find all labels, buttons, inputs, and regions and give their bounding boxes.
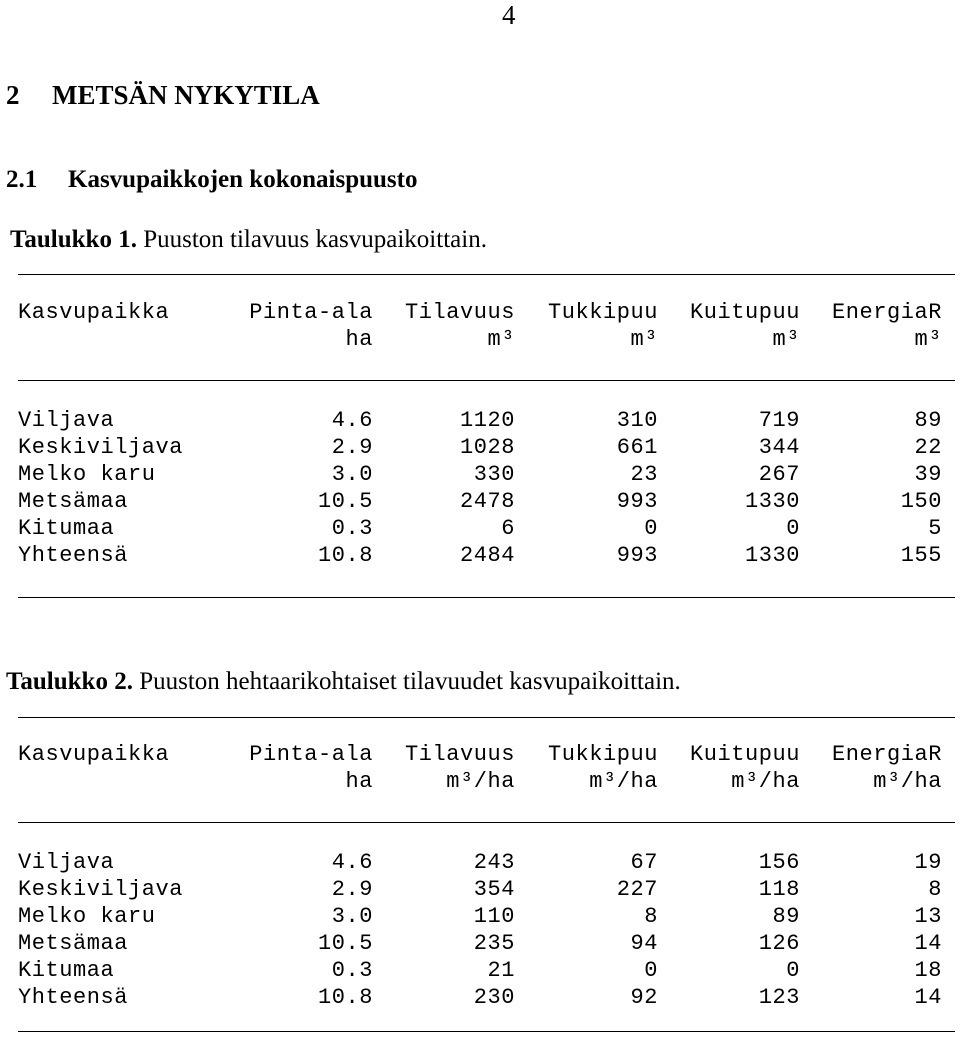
table2-caption-label: Taulukko 2. — [6, 668, 133, 695]
table-cell: 19 — [914, 850, 942, 875]
table-cell: 18 — [914, 958, 942, 983]
subsection-title: Kasvupaikkojen kokonaispuusto — [68, 166, 418, 193]
table-cell: EnergiaR — [831, 742, 942, 767]
table-cell: 10.8 — [317, 985, 373, 1010]
table-cell: 243 — [473, 850, 515, 875]
table-cell: 92 — [630, 985, 658, 1010]
table-cell: 3.0 — [331, 904, 373, 929]
table-cell: Tukkipuu — [547, 300, 658, 325]
table-cell: Tilavuus — [404, 300, 515, 325]
table-cell: 4.6 — [331, 408, 373, 433]
table-row — [18, 408, 958, 435]
table-cell: Kasvupaikka — [18, 300, 170, 325]
table-cell: 150 — [900, 489, 942, 514]
table-cell: Tilavuus — [404, 742, 515, 767]
table1-bottom-rule — [18, 597, 955, 598]
table-cell: Melko karu — [18, 462, 156, 487]
table-cell: Pinta-ala — [249, 300, 373, 325]
table-cell: 354 — [473, 877, 515, 902]
table1-header — [18, 300, 958, 354]
table-cell: 3.0 — [331, 462, 373, 487]
table-cell: 89 — [914, 408, 942, 433]
units-row — [18, 769, 958, 796]
table-cell: 67 — [630, 850, 658, 875]
table1-caption — [10, 226, 487, 254]
table-cell: 230 — [473, 985, 515, 1010]
table-row — [18, 543, 958, 570]
header-row — [18, 742, 958, 769]
table-cell: Yhteensä — [18, 985, 129, 1010]
table2-header-rule — [18, 822, 955, 823]
table-row — [18, 462, 958, 489]
table-cell: 10.8 — [317, 543, 373, 568]
page-number: 4 — [502, 0, 516, 30]
table-cell: 118 — [758, 877, 800, 902]
table-cell: Kasvupaikka — [18, 742, 170, 767]
table-cell: 661 — [616, 435, 658, 460]
table-cell: m³/ha — [589, 769, 658, 794]
table-row — [18, 985, 958, 1012]
table-cell: Pinta-ala — [249, 742, 373, 767]
header-row — [18, 300, 958, 327]
table-cell: 0 — [644, 958, 658, 983]
table-cell: 1120 — [459, 408, 515, 433]
table1-top-rule — [18, 274, 955, 275]
table2-header — [18, 742, 958, 796]
section-title: METSÄN NYKYTILA — [52, 80, 320, 110]
table-cell: 2484 — [459, 543, 515, 568]
subsection-number: 2.1 — [6, 166, 38, 193]
table-cell: 235 — [473, 931, 515, 956]
table2-bottom-rule — [18, 1031, 955, 1032]
table-cell: 21 — [487, 958, 515, 983]
table-cell: 155 — [900, 543, 942, 568]
table-cell: 10.5 — [317, 931, 373, 956]
section-number: 2 — [6, 80, 20, 110]
subsection-heading — [6, 166, 417, 194]
table-cell: 330 — [473, 462, 515, 487]
table-cell: EnergiaR — [831, 300, 942, 325]
table-cell: Kuitupuu — [689, 742, 800, 767]
table-row — [18, 958, 958, 985]
table-row — [18, 850, 958, 877]
table-cell: 110 — [473, 904, 515, 929]
table-cell: 993 — [616, 489, 658, 514]
table-row — [18, 931, 958, 958]
table1-caption-label: Taulukko 1. — [10, 226, 137, 253]
table-cell: 23 — [630, 462, 658, 487]
table2-body — [18, 850, 958, 1012]
table-cell: Kuitupuu — [689, 300, 800, 325]
table-cell: Metsämaa — [18, 489, 129, 514]
units-row — [18, 327, 958, 354]
table-row — [18, 904, 958, 931]
table-cell: m³/ha — [446, 769, 515, 794]
table-cell: 0.3 — [331, 516, 373, 541]
table-cell: 1330 — [744, 489, 800, 514]
table-cell: Kitumaa — [18, 958, 115, 983]
table-cell: ha — [345, 327, 373, 352]
table-cell: 1028 — [459, 435, 515, 460]
table1-body — [18, 408, 958, 570]
table-cell: 227 — [616, 877, 658, 902]
table-cell: Keskiviljava — [18, 435, 184, 460]
table-cell: 4.6 — [331, 850, 373, 875]
table-cell: 126 — [758, 931, 800, 956]
table-cell: 0 — [644, 516, 658, 541]
table2-caption — [6, 668, 681, 696]
table-cell: 13 — [914, 904, 942, 929]
table-row — [18, 489, 958, 516]
table-cell: 2.9 — [331, 877, 373, 902]
table-cell: m³/ha — [731, 769, 800, 794]
table-cell: 267 — [758, 462, 800, 487]
table-cell: 2.9 — [331, 435, 373, 460]
table-cell: 1330 — [744, 543, 800, 568]
table-cell: m³/ha — [873, 769, 942, 794]
table-row — [18, 516, 958, 543]
table-cell: 0 — [786, 958, 800, 983]
table-cell: Metsämaa — [18, 931, 129, 956]
table-cell: m³ — [772, 327, 800, 352]
table-row — [18, 435, 958, 462]
table-cell: 14 — [914, 931, 942, 956]
table-cell: 156 — [758, 850, 800, 875]
table-cell: 0 — [786, 516, 800, 541]
table-cell: 94 — [630, 931, 658, 956]
table-cell: m³ — [487, 327, 515, 352]
table-cell: 14 — [914, 985, 942, 1010]
table-cell: Viljava — [18, 850, 115, 875]
table-cell: 8 — [928, 877, 942, 902]
table-row — [18, 877, 958, 904]
table-cell: 310 — [616, 408, 658, 433]
table-cell: 10.5 — [317, 489, 373, 514]
table-cell: 123 — [758, 985, 800, 1010]
table-cell: 2478 — [459, 489, 515, 514]
table-cell: m³ — [914, 327, 942, 352]
table-cell: 6 — [501, 516, 515, 541]
table-cell: 993 — [616, 543, 658, 568]
table-cell: Tukkipuu — [547, 742, 658, 767]
table-cell: 0.3 — [331, 958, 373, 983]
table-cell: m³ — [630, 327, 658, 352]
table-cell: Keskiviljava — [18, 877, 184, 902]
table-cell: 89 — [772, 904, 800, 929]
table1-caption-text: Puuston tilavuus kasvupaikoittain. — [136, 226, 487, 253]
table-cell: Melko karu — [18, 904, 156, 929]
table-cell: Yhteensä — [18, 543, 129, 568]
table-cell: Kitumaa — [18, 516, 115, 541]
table2-top-rule — [18, 717, 955, 718]
table-cell: 39 — [914, 462, 942, 487]
table-cell: 8 — [644, 904, 658, 929]
table-cell: ha — [345, 769, 373, 794]
table2-caption-text: Puuston hehtaarikohtaiset tilavuudet kasvupaikoittain. — [132, 668, 681, 695]
table-cell: 5 — [928, 516, 942, 541]
table-cell: 344 — [758, 435, 800, 460]
table-cell: 719 — [758, 408, 800, 433]
table-cell: Viljava — [18, 408, 115, 433]
table1-header-rule — [18, 380, 955, 381]
table-cell: 22 — [914, 435, 942, 460]
section-heading — [6, 80, 320, 111]
